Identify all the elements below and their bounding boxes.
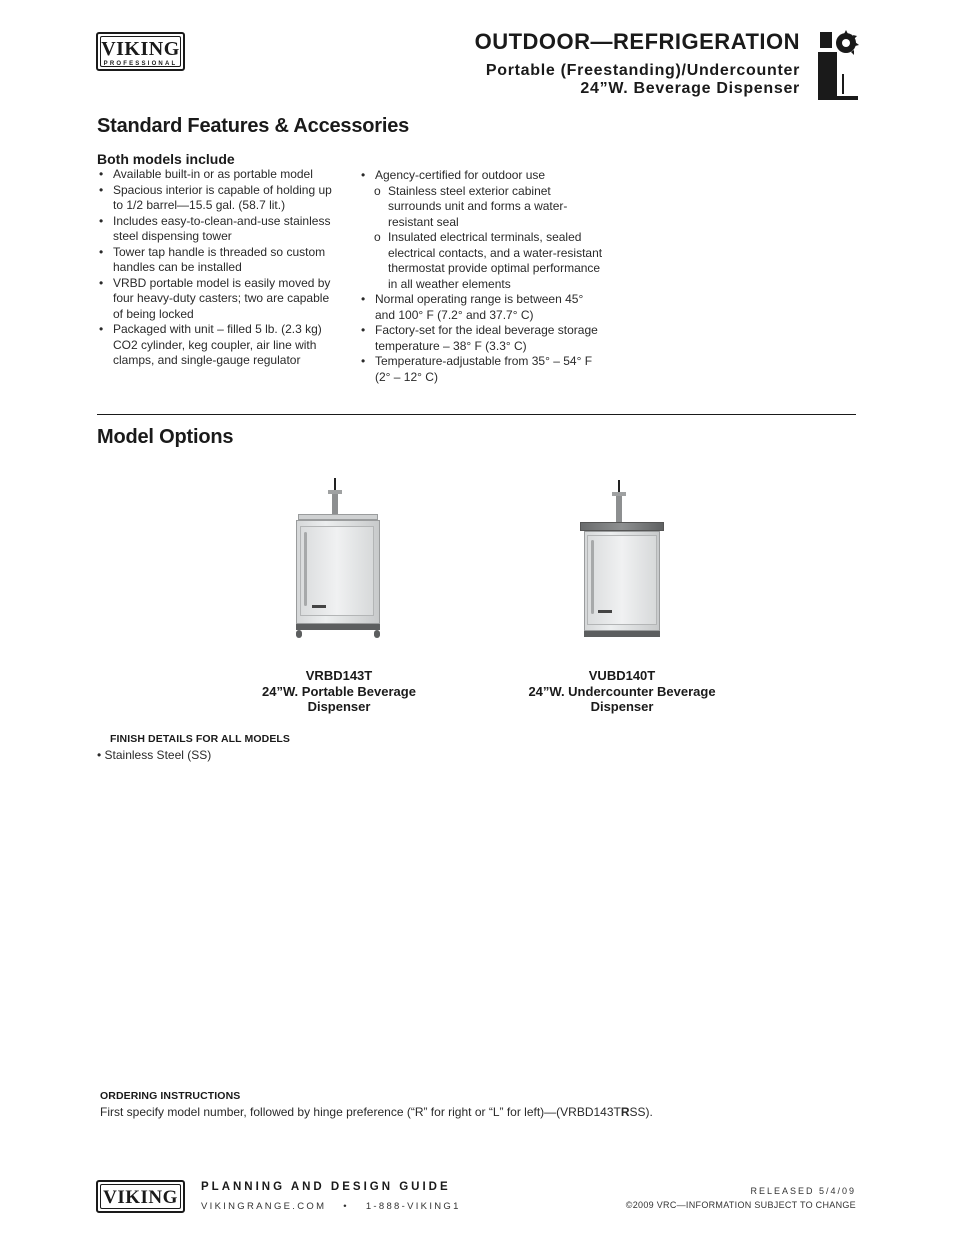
footer-logo-word: VIKING: [103, 1187, 178, 1208]
features-left-list: [98, 167, 338, 369]
feature-item: [98, 214, 338, 245]
bullet: •: [361, 292, 366, 306]
product-image-vubd140t: [574, 480, 670, 642]
bullet: •: [99, 244, 104, 259]
feature-text: VRBD portable model is easily moved by four heavy-duty casters; two are capable of being locked: [113, 275, 331, 321]
feature-subitem: [360, 184, 605, 231]
bullet: •: [99, 213, 104, 228]
feature-item: [360, 292, 605, 323]
viking-logo: [96, 32, 185, 71]
features-title: Standard Features & Accessories: [97, 115, 410, 137]
footer-phone: 1-888-VIKING1: [365, 1201, 461, 1212]
product-image-vrbd143t: [290, 478, 386, 640]
ordering-heading: ORDERING INSTRUCTIONS: [100, 1090, 241, 1102]
footer-separator: •: [343, 1201, 349, 1212]
model-code: VRBD143T: [305, 668, 373, 683]
feature-item: [360, 354, 605, 385]
models-title: Model Options: [97, 426, 234, 448]
model-code: VUBD140T: [588, 668, 656, 683]
footer-website: VIKINGRANGE.COM: [201, 1201, 327, 1212]
feature-text: Includes easy-to-clean-and-use stainless steel dispensing tower: [113, 213, 331, 243]
feature-item: [98, 183, 338, 214]
footer-guide-label: PLANNING AND DESIGN GUIDE: [201, 1181, 451, 1193]
section-divider: [97, 414, 856, 415]
bullet: o: [374, 183, 381, 198]
feature-item: [98, 276, 338, 323]
bullet: •: [361, 354, 366, 368]
features-right-list: [360, 168, 605, 385]
bullet: •: [99, 275, 104, 290]
model-desc-line-2: Dispenser: [590, 699, 654, 714]
bullet: •: [361, 323, 366, 337]
refrigeration-tab-icon: [816, 30, 860, 104]
feature-text: Temperature-adjustable from 35° – 54° F (2° – 12° C): [375, 354, 593, 384]
feature-item: [360, 323, 605, 354]
feature-text: Factory-set for the ideal beverage storage temperature – 38° F (3.3° C): [375, 323, 598, 353]
model-caption-1: [239, 668, 439, 715]
feature-text: Stainless steel exterior cabinet surrounds unit and forms a water-resistant seal: [388, 183, 568, 229]
model-desc-line-2: Dispenser: [307, 699, 371, 714]
model-desc-line-1: 24”W. Portable Beverage: [262, 683, 416, 699]
footer-released: RELEASED 5/4/09: [750, 1186, 856, 1196]
model-caption-2: [507, 668, 737, 715]
ordering-text-before: First specify model number, followed by hinge preference (“R” for right or “L” for left)—(VRBD143T: [100, 1105, 621, 1119]
bullet: •: [99, 322, 104, 336]
feature-item: [360, 168, 605, 184]
model-desc-line-1: 24”W. Undercounter Beverage: [528, 683, 716, 699]
ordering-text: [100, 1105, 653, 1119]
subtitle-line-1: Portable (Freestanding)/Undercounter: [485, 62, 800, 79]
page-subtitle: [486, 62, 800, 98]
feature-item: [98, 167, 338, 183]
feature-text: Tower tap handle is threaded so custom handles can be installed: [113, 244, 326, 274]
bullet: •: [361, 168, 366, 182]
feature-text: Normal operating range is between 45° and 100° F (7.2° and 37.7° C): [375, 292, 584, 322]
feature-item: [98, 322, 338, 369]
bullet: o: [374, 230, 381, 244]
features-subhead: Both models include: [97, 151, 235, 167]
feature-text: Packaged with unit – filled 5 lb. (2.3 kg) CO2 cylinder, keg coupler, air line with clamps, and single-gauge regulator: [113, 322, 322, 367]
ordering-text-bold: R: [620, 1105, 630, 1119]
finish-heading: FINISH DETAILS FOR ALL MODELS: [110, 733, 291, 745]
bullet: •: [99, 182, 104, 197]
feature-text: Available built-in or as portable model: [113, 167, 313, 181]
feature-item: [98, 245, 338, 276]
feature-subitem: [360, 230, 605, 292]
footer-contact: [201, 1201, 461, 1212]
feature-text: Insulated electrical terminals, sealed electrical contacts, and a water-resistant thermostat provide optimal performance in all weather elements: [388, 230, 603, 291]
finish-item: • Stainless Steel (SS): [97, 748, 212, 762]
page-title: OUTDOOR—REFRIGERATION: [474, 29, 800, 54]
logo-subtitle: PROFESSIONAL: [103, 61, 178, 67]
subtitle-line-2: 24”W. Beverage Dispenser: [580, 80, 800, 97]
footer-viking-logo: [96, 1180, 185, 1213]
footer-copyright: ©2009 VRC—INFORMATION SUBJECT TO CHANGE: [625, 1200, 856, 1210]
logo-word: VIKING: [101, 38, 180, 60]
ordering-text-after: SS).: [629, 1105, 653, 1119]
feature-text: Agency-certified for outdoor use: [375, 168, 546, 182]
feature-text: Spacious interior is capable of holding up to 1/2 barrel—15.5 gal. (58.7 lit.): [113, 182, 332, 212]
bullet: •: [99, 167, 104, 181]
